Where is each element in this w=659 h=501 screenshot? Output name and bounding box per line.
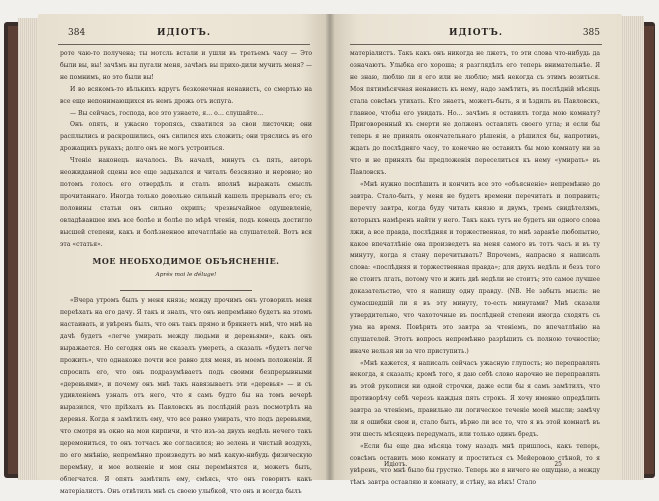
section-rule [120, 290, 252, 291]
left-paragraph: И во всякомъ-то вѣлькихъ вдругъ безконечная ненависть, со смертью на все еще непонимающихся въ немъ дрожь отъ испуга. [60, 85, 312, 105]
left-running-head: ИДІОТЪ. [157, 28, 211, 38]
left-page-text [60, 48, 312, 498]
left-paragraph: роте чаю-то получена; ты мотсль встали и ушли въ третьемъ часу — Это были вы, вы! зачѣмъ вы пугали меня, зачѣмъ вы прихо-дили мучить меня? — не помнимъ, но это были вы! [60, 50, 312, 81]
left-paragraph: «Вчера утромъ былъ у меня князь; между прочимъ онъ уговорилъ меня переѣхать на его дачу. Я такъ и зналъ, что онъ непремѣнно будетъ на этомъ настаивать, и увѣренъ былъ, что онъ такъ прямо и брякнетъ мнѣ, что мнѣ на дачѣ будетъ «легче умирать между людьми и деревьями», какъ онъ выражается. Но сегодня онъ не сказалъ умереть, а сказалъ «будетъ легче прожить», что однакоже почти все равно для меня, въ моемъ положеніи. Я спросилъ его, что онъ подразумѣваетъ подъ своими безпрерывными «деревьями», и почему онъ мнѣ такъ навязываетъ эти «деревья» — и съ удивленіемъ узналъ отъ него, что я самъ будто бы на томъ вечерѣ выразился, что пріѣхалъ въ Павловскъ въ послѣдній разъ посмотрѣть на деревья. Когда я замѣтилъ ему, что все равно умирать, что подъ деревьями, что смотря въ окно на мои кирпичи, и что изъ-за двухъ недѣль нечего такъ церемониться, то онъ тотчасъ же согласился; но зелень и чистый воздухъ, по его мнѣнію, непремѣнно произведутъ во мнѣ какую-нибудь физическую перемѣну, и мое волненіе и мои сны перемѣнятся и, можетъ быть, облегчатся. Я опять замѣтилъ ему, смѣясь, что онъ говоритъ какъ матеріалистъ. Онъ отвѣтилъ мнѣ съ своею улыбкой, что онъ и всегда былъ [60, 297, 312, 495]
right-paragraph: «Мнѣ кажется, я написалъ сейчасъ ужасную глупость; но переправлять некогда, я сказалъ; кромѣ того, я даю себѣ слово нарочно не переправлять въ этой рукописи ни одной строчки, даже если бы я самъ замѣтилъ, что противорѣчу себѣ черезъ каждыя пять строкъ. Я хочу именно опредѣлить завтра за чтеніемъ, правильно ли логическое теченіе моей мысли; замѣчу ли я ошибки свои и, стало быть, вѣрно ли все то, что я въ этой комнатѣ въ эти шесть мѣсяцевъ передумалъ, или только одинъ бредъ. [350, 359, 600, 438]
left-paragraph: Чтеніе наконецъ началось. Въ началѣ, минутъ съ пять, авторъ неожиданной сцены все еще задыхался и читалъ безсвязно и неровно; но потомъ голосъ его отвердѣлъ и сталъ вполнѣ выражать смыслъ прочитаннаго. Иногда только довольно сильный кашель прерывалъ его; съ половины статьи онъ сильно охрипъ; чрезвычайное одушевленіе, овладѣвавшее имъ все болѣе и болѣе по мѣрѣ чтенія, подъ конецъ достигло высшей степени, какъ и болѣзненное впечатлѣніе на слушателей. Вотъ вся эта «статья». [60, 157, 312, 248]
right-page-number: 385 [582, 28, 600, 38]
right-running-head: ИДІОТЪ. [449, 28, 503, 38]
right-paragraph: матеріалистъ. Такъ какъ онъ никогда не лжетъ, то эти слова что-нибудь да означаютъ. Улыбка его хороша; я разглядѣлъ его теперь внимательнѣе. Я не знаю, люблю ли я его или не люблю; мнѣ некогда съ этимъ возиться. Моя пятимѣсячная ненависть къ нему, надо замѣтить, въ послѣдній мѣсяцъ стала совсѣмъ утихать. Кто знаетъ, можетъ-быть, я и ѣздилъ въ Павловскъ, главное, чтобы его увидать. Но… зачѣмъ я оставилъ тогда мою комнату? Приговоренный къ смерти не долженъ оставлять своего угла; и если бы теперь я не принялъ окончательнаго рѣшенія, а рѣшился бы, напротивъ, ждать до послѣдняго часу, то конечно не оставилъ бы мою комнату ни за что и не принялъ бы предложенія переселиться къ нему «умирать» въ Павловскъ. [350, 50, 600, 177]
left-page-header [38, 28, 330, 42]
left-page [38, 14, 330, 495]
left-page-number: 384 [68, 28, 86, 38]
right-paragraph: «Мнѣ нужно поспѣшить и кончить все это «объясненіе» непремѣнно до завтра. Стало-быть, у меня не будетъ времени перечитать и поправить; перечту завтра, когда буду читать князю и двумъ, тремъ свидѣтелямъ, которыхъ намѣренъ найти у него. Такъ какъ тутъ не будетъ ни одного слова лжи, а все правда, послѣдняя и торжественная, то мнѣ заранѣе любопытно, какое впечатлѣніе она произведетъ на меня самого въ тотъ часъ и въ ту минуту, когда я стану перечитывать? Впрочемъ, напрасно я написалъ слова: «послѣдняя и торжественная правда»; для двухъ недѣль и безъ того не стоитъ лгать, потому что и жить двѣ недѣли не стоитъ; это самое лучшее доказательство, что я напишу одну правду. (NB. Не забыть мысль: не сумасшедшій ли я въ эту минуту, то-есть минутами? Мнѣ сказали утвердительно, что чахоточные въ послѣдней степени иногда сходятъ съ ума на время. Повѣрить это завтра за чтеніемъ, по впечатлѣнію на слушателей. Этотъ вопросъ непремѣнно разрѣшить съ полною точностію; иначе нельзя ни за что приступить.) [350, 180, 600, 355]
left-header-rule [58, 44, 310, 45]
right-page-header [330, 28, 622, 42]
section-title: МОЕ НЕОБХОДИМОЕ ОБЪЯСНЕНІЕ. [92, 256, 280, 267]
right-paragraph: «Если бы еще два мѣсяца тому назадъ мнѣ пришлось, какъ теперь, совсѣмъ оставить мою комнату и проститься съ Мейеровою стѣной, то я увѣренъ, что мнѣ было бы грустно. Теперь же я ничего не ощущаю, а между тѣмъ завтра оставляю и комнату, и стѣну, на вѣкъ! Стало [350, 442, 600, 486]
signature-mark: Идіотъ. [384, 461, 408, 468]
left-paragraph: — Вы сейчасъ, господа, все это узнаете, я… о… слушайте… [70, 109, 264, 117]
signature-number: 25 [554, 461, 562, 468]
epigraph: Après moi le déluge! [155, 272, 217, 279]
book-gutter [326, 14, 334, 480]
right-page [330, 14, 622, 486]
right-header-rule [350, 44, 602, 45]
right-page-text [350, 48, 600, 489]
left-paragraph: Онъ опять, и ужасно торопясь, схватился за свои листочки; они расплылись и раскрошились, онъ силился ихъ сложить; они тряслись въ его дрожащихъ рукахъ; долго онъ не могъ устроиться. [60, 121, 312, 153]
